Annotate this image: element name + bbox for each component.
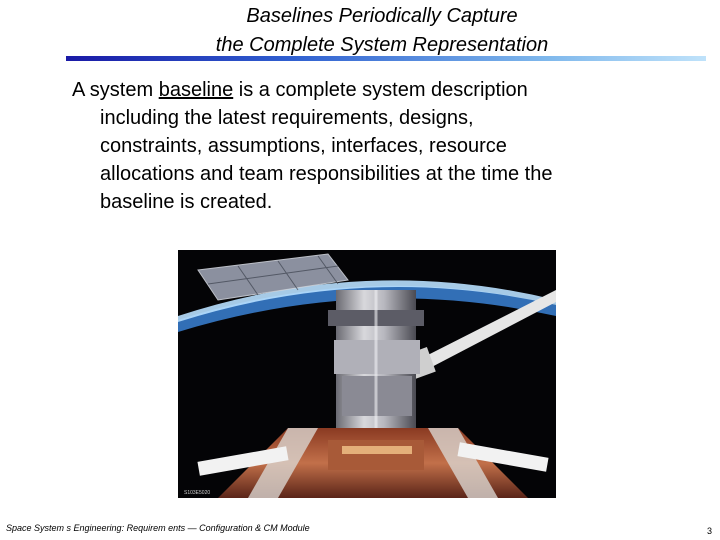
body-line-5: baseline is created. (100, 191, 273, 213)
slide-title-line-1: Baselines Periodically Capture (246, 5, 518, 27)
body-line-4: allocations and team responsibilities at the time the (100, 163, 553, 185)
body-line-2: including the latest requirements, designs, (100, 107, 474, 129)
body-text-lead: A system (72, 79, 159, 101)
baseline-term: baseline (158, 79, 234, 101)
body-line-3: constraints, assumptions, interfaces, resource (100, 135, 507, 157)
title-underline-rule (66, 56, 706, 61)
slide-title-line-2: the Complete System Representation (215, 34, 549, 56)
footer-course-title: Space System s Engineering: Requirem ents — Configuration & CM Module (6, 523, 310, 533)
photo-caption: S103E5020 (184, 490, 211, 496)
hubble-telescope-photo (178, 250, 556, 498)
body-text-first-line-end: is a complete system description (233, 79, 528, 101)
slide-body-text (72, 76, 672, 216)
slide-title (60, 2, 704, 60)
hubble-telescope-illustration (178, 250, 556, 498)
page-number: 3 (706, 526, 712, 536)
body-first-line (72, 76, 672, 104)
